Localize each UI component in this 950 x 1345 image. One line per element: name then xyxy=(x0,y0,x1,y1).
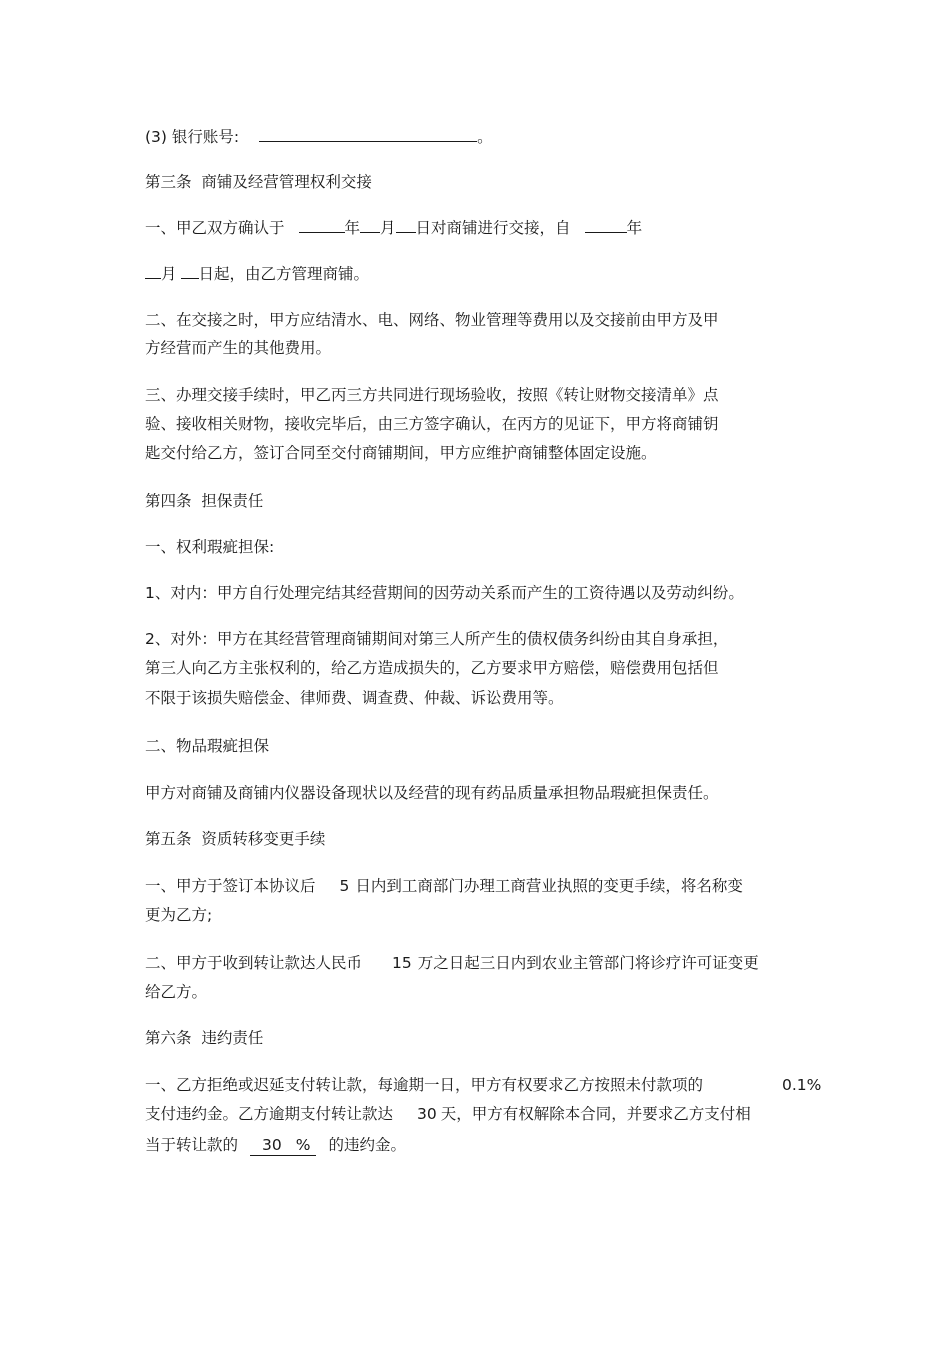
clause-text: 日对商铺进行交接，自 xyxy=(415,219,571,237)
clause-text: 的违约金。 xyxy=(328,1136,406,1154)
article-3-clause-1-line-1 xyxy=(145,217,642,238)
article-6-clause-1-line-3 xyxy=(145,1135,406,1156)
clause-text: 天，甲方有权解除本合同，并要求乙方支付相 xyxy=(440,1105,751,1123)
clause-text: 当于转让款的 xyxy=(145,1136,239,1154)
article-6-clause-1-line-2 xyxy=(145,1104,751,1124)
article-4-item-2-line-2: 第三人向乙方主张权利的，给乙方造成损失的，乙方要求甲方赔偿，赔偿费用包括但 xyxy=(145,659,719,677)
article-4-title: 第四条 担保责任 xyxy=(145,492,264,510)
clause-text: 日内到工商部门办理工商营业执照的变更手续，将名称变 xyxy=(355,877,743,895)
article-3-clause-2-line-1: 二、在交接之时，甲方应结清水、电、网络、物业管理等费用以及交接前由甲方及甲 xyxy=(145,311,719,329)
clause-text: 日起，由乙方管理商铺。 xyxy=(198,265,370,283)
penalty-percent-value: 30 xyxy=(262,1136,282,1154)
article-5-clause-1-line-2: 更为乙方; xyxy=(145,906,213,924)
article-4-item-1: 1、对内：甲方自行处理完结其经营期间的因劳动关系而产生的工资待遇以及劳动纠纷。 xyxy=(145,584,744,602)
clause-text: 万之日起三日内到农业主管部门将诊疗许可证变更 xyxy=(417,954,759,972)
article-6-clause-1-line-1: 一、乙方拒绝或迟延支付转让款，每逾期一日，甲方有权要求乙方按照未付款项的 xyxy=(145,1076,704,1094)
bank-account-blank xyxy=(259,126,477,142)
penalty-rate-value: 0.1% xyxy=(782,1076,822,1094)
article-5-clause-2-line-1 xyxy=(145,953,759,973)
article-3-clause-1-line-2 xyxy=(145,263,369,284)
bank-account-label: (3) 银行账号: xyxy=(145,128,240,146)
article-5-title: 第五条 资质转移变更手续 xyxy=(145,830,326,848)
article-4-clause-1: 一、权利瑕疵担保: xyxy=(145,538,275,556)
month-label: 月 xyxy=(161,265,177,283)
clause-text: 一、甲乙双方确认于 xyxy=(145,219,285,237)
year-blank xyxy=(299,217,345,233)
month-label: 月 xyxy=(380,219,396,237)
article-5-clause-2-line-2: 给乙方。 xyxy=(145,983,208,1001)
article-4-clause-2: 二、物品瑕疵担保 xyxy=(145,737,270,755)
amount-value: 15 xyxy=(392,954,412,972)
days-value: 30 xyxy=(417,1105,437,1123)
article-4-item-2-line-1: 2、对外：甲方在其经营管理商铺期间对第三人所产生的债权债务纠纷由其自身承担， xyxy=(145,630,729,648)
clause-text: 一、甲方于签订本协议后 xyxy=(145,877,316,895)
article-5-clause-1-line-1 xyxy=(145,876,743,896)
bank-account-line xyxy=(145,126,493,147)
year-blank xyxy=(585,217,627,233)
article-3-clause-3-line-1: 三、办理交接手续时，甲乙丙三方共同进行现场验收，按照《转让财物交接清单》点 xyxy=(145,386,719,404)
article-3-title: 第三条 商铺及经营管理权利交接 xyxy=(145,173,372,191)
article-3-clause-2-line-2: 方经营而产生的其他费用。 xyxy=(145,339,332,357)
clause-text: 支付违约金。乙方逾期支付转让款达 xyxy=(145,1105,394,1123)
month-blank xyxy=(145,263,161,279)
day-blank xyxy=(181,263,199,279)
year-label: 年 xyxy=(344,219,361,237)
year-label: 年 xyxy=(626,219,643,237)
clause-text: 二、甲方于收到转让款达人民币 xyxy=(145,954,363,972)
month-blank xyxy=(360,217,380,233)
penalty-percent-field xyxy=(250,1135,316,1156)
article-6-title: 第六条 违约责任 xyxy=(145,1029,264,1047)
article-3-clause-3-line-3: 匙交付给乙方，签订合同至交付商铺期间，甲方应维护商铺整体固定设施。 xyxy=(145,444,657,462)
days-value: 5 xyxy=(339,877,350,895)
article-4-item-2-line-3: 不限于该损失赔偿金、律师费、调查费、仲裁、诉讼费用等。 xyxy=(145,689,564,707)
bank-account-end: 。 xyxy=(477,128,493,146)
percent-sign: % xyxy=(295,1136,311,1154)
day-blank xyxy=(396,217,416,233)
article-3-clause-3-line-2: 验、接收相关财物，接收完毕后，由三方签字确认，在丙方的见证下，甲方将商铺钥 xyxy=(145,415,719,433)
article-4-clause-2-text: 甲方对商铺及商铺内仪器设备现状以及经营的现有药品质量承担物品瑕疵担保责任。 xyxy=(145,784,719,802)
